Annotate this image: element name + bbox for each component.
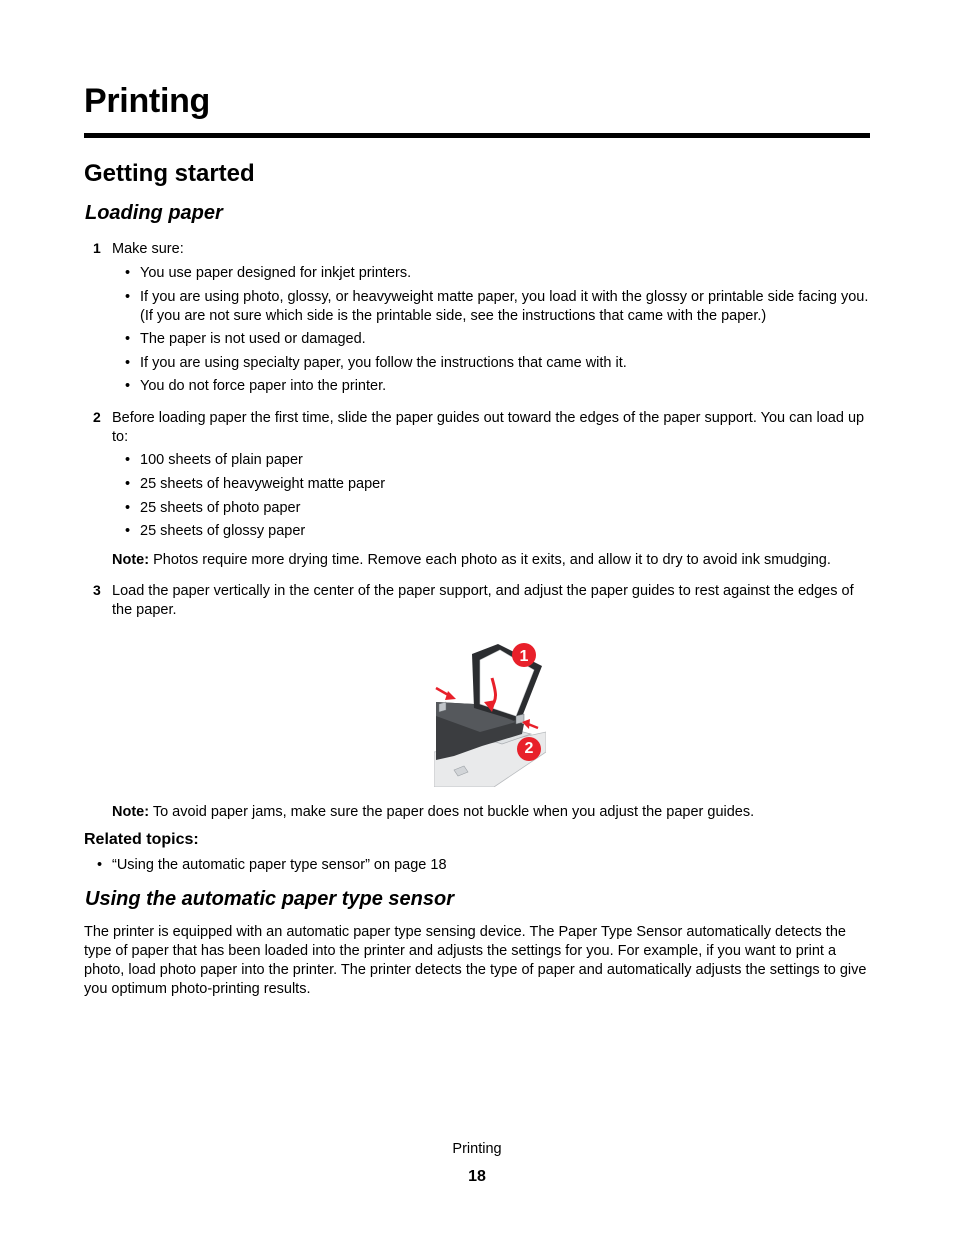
callout-1: 1 <box>519 648 529 665</box>
note <box>112 803 872 822</box>
list-item: • If you are using specialty paper, you follow the instructions that came with it. <box>140 354 870 373</box>
subsection-loading-paper: Loading paper <box>85 202 223 224</box>
step-text: Before loading paper the first time, slide the paper guides out toward the edges of the paper support. You can load up to: <box>112 410 865 445</box>
list-item: • You use paper designed for inkjet printers. <box>140 264 870 283</box>
step-number: 1 <box>93 240 101 256</box>
page-number: 18 <box>468 1168 486 1185</box>
step-number: 2 <box>93 409 101 425</box>
list-item: • The paper is not used or damaged. <box>140 330 870 349</box>
note <box>112 551 882 570</box>
note-label: Note: <box>112 552 150 568</box>
step-text: Make sure: <box>112 241 184 257</box>
subsection-paper-type-sensor: Using the automatic paper type sensor <box>85 888 454 910</box>
chapter-title: Printing <box>84 82 211 120</box>
list-item: • You do not force paper into the printer. <box>140 377 870 396</box>
related-topic-link[interactable]: • “Using the automatic paper type sensor” on page 18 <box>112 856 812 875</box>
list-item: • 25 sheets of heavyweight matte paper <box>140 475 840 494</box>
list-item: • If you are using photo, glossy, or heavyweight matte paper, you load it with the glossy or printable side facing you. (If you are not sure which side is the printable side, see the instructions that came with the paper.) <box>140 288 872 326</box>
step-number: 3 <box>93 582 101 598</box>
note-text: To avoid paper jams, make sure the paper does not buckle when you adjust the paper guides. <box>149 804 755 820</box>
list-item: • 25 sheets of glossy paper <box>140 522 840 541</box>
list-item: • 100 sheets of plain paper <box>140 451 840 470</box>
note-label: Note: <box>112 804 150 820</box>
list-item: • 25 sheets of photo paper <box>140 499 840 518</box>
related-topics-heading: Related topics: <box>84 831 199 848</box>
note-text: Photos require more drying time. Remove each photo as it exits, and allow it to dry to avoid ink smudging. <box>149 552 831 568</box>
callout-2: 2 <box>524 740 534 757</box>
step-text: Load the paper vertically in the center of the paper support, and adjust the paper guides to rest against the edges of the paper. <box>112 583 854 618</box>
section-heading: Getting started <box>84 160 255 187</box>
sensor-paragraph: The printer is equipped with an automatic paper type sensing device. The Paper Type Sensor automatically detects the type of paper that has been loaded into the printer and adjusts the settings for you. For example, if you want to print a photo, load photo paper into the printer. The printer detects the type of paper and automatically adjusts the settings to give you optimum photo-printing results. <box>84 924 867 997</box>
title-rule <box>84 133 870 138</box>
footer-chapter-label: Printing <box>452 1141 502 1157</box>
